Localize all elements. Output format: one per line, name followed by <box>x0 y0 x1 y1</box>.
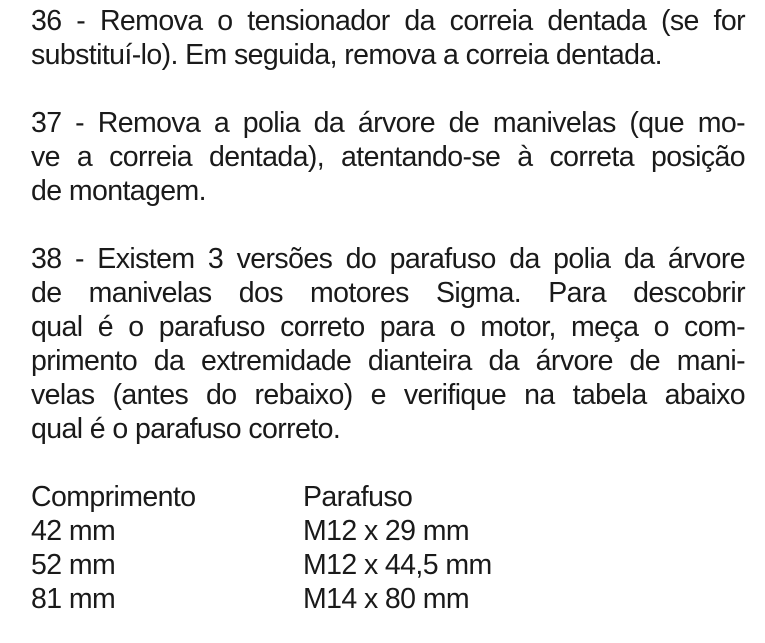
step-line: 36 - Remova o tensionador da correia dentada (se for <box>31 5 745 37</box>
cell-bolt: M12 x 29 mm <box>303 515 470 547</box>
cell-length: 42 mm <box>31 515 116 547</box>
step-line: substituí-lo). Em seguida, remova a correia dentada. <box>31 39 662 71</box>
bolt-spec-table <box>31 480 492 616</box>
step-line: de montagem. <box>31 175 206 207</box>
header-comprimento: Comprimento <box>31 481 196 513</box>
table-header-row <box>31 480 492 514</box>
step-line: velas (antes do rebaixo) e verifique na tabela abaixo <box>31 379 745 411</box>
cell-length: 81 mm <box>31 583 116 615</box>
step-line: qual é o parafuso correto. <box>31 413 341 445</box>
step-38 <box>31 242 745 446</box>
table-row <box>31 582 492 616</box>
cell-bolt: M14 x 80 mm <box>303 583 470 615</box>
step-37 <box>31 106 745 208</box>
step-line: qual é o parafuso correto para o motor, meça o com- <box>31 311 745 343</box>
step-line: 37 - Remova a polia da árvore de manivelas (que mo- <box>31 107 745 139</box>
step-line: primento da extremidade dianteira da árvore de mani- <box>31 345 745 377</box>
table-row <box>31 548 492 582</box>
step-line: 38 - Existem 3 versões do parafuso da polia da árvore <box>31 243 745 275</box>
step-line: de manivelas dos motores Sigma. Para descobrir <box>31 277 745 309</box>
step-line: ve a correia dentada), atentando-se à correta posição <box>31 141 745 173</box>
cell-length: 52 mm <box>31 549 116 581</box>
cell-bolt: M12 x 44,5 mm <box>303 549 492 581</box>
step-36 <box>31 4 745 72</box>
table-row <box>31 514 492 548</box>
header-parafuso: Parafuso <box>303 481 413 513</box>
